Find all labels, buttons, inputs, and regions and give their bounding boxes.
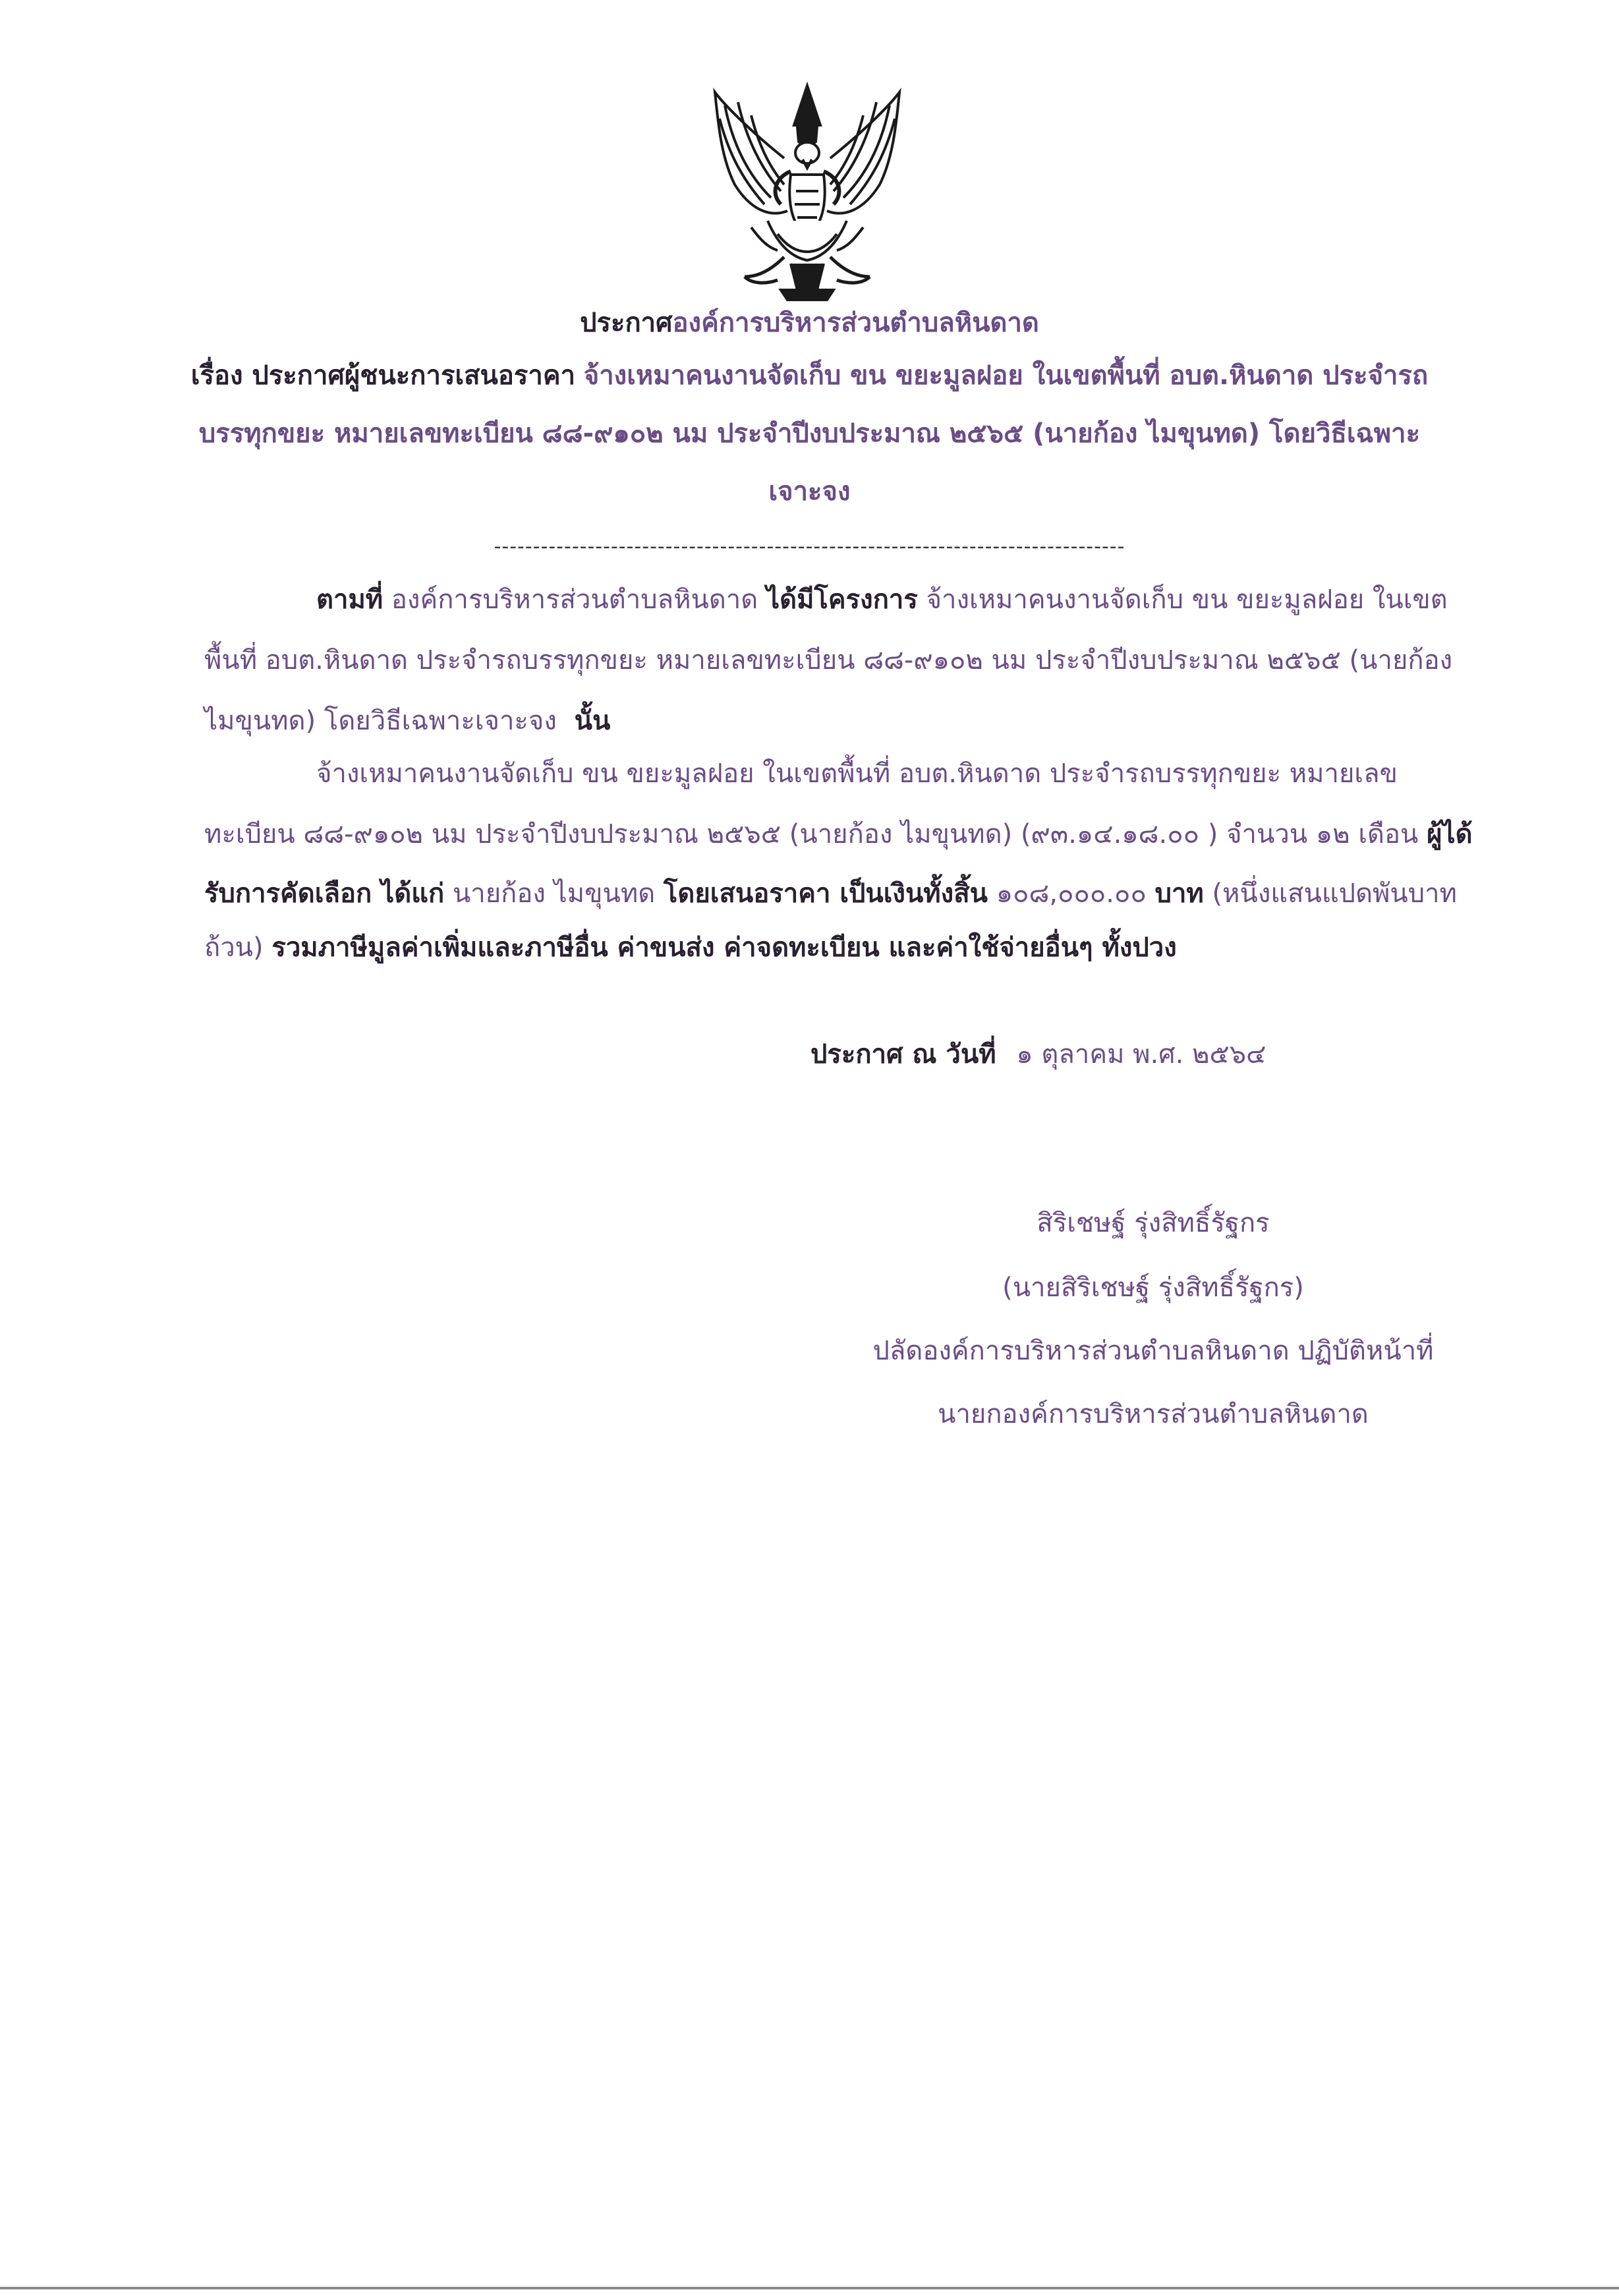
p2-winner-name: นายก้อง ไมขุนทด — [452, 878, 656, 909]
p1-end: นั้น — [574, 706, 611, 736]
paragraph-2-line-1: จ้างเหมาคนงานจัดเก็บ ขน ขยะมูลฝอย ในเขตพื้นที่ อบต.หินดาด ประจำรถบรรทุกขยะ หมายเลข — [316, 759, 1398, 789]
p2-bid-label: โดยเสนอราคา เป็นเงินทั้งสิ้น — [663, 878, 988, 909]
signature-position-1: ปลัดองค์การบริหารส่วนตำบลหินดาด ปฏิบัติหน้าที่ — [872, 1336, 1434, 1366]
paragraph-2-line-3 — [204, 874, 1457, 913]
paragraph-1-line-3 — [204, 701, 610, 741]
p2-winner-label-start: ผู้ได้ — [1427, 819, 1473, 849]
page-bottom-edge — [0, 2287, 1619, 2289]
signature-name: สิริเชษฐ์ รุ่งสิทธิ์รัฐกร — [1037, 1208, 1270, 1238]
date-value: ๑ ตุลาคม พ.ศ. ๒๕๖๔ — [1016, 1039, 1266, 1070]
p1-method: ไมขุนทด) โดยวิธีเฉพาะเจาะจง — [204, 706, 557, 736]
p2-amount: ๑๐๘,๐๐๐.๐๐ — [996, 878, 1147, 909]
title-org: องค์การบริหารส่วนตำบลหินดาด — [672, 308, 1039, 338]
announcement-title — [119, 303, 1500, 343]
subject-label: เรื่อง ประกาศผู้ชนะการเสนอราคา — [190, 360, 576, 391]
p2-project: ทะเบียน ๘๘-๙๑๐๒ นม ประจำปีงบประมาณ ๒๕๖๕ (นายก้อง ไมขุนทด) (๙๓.๑๔.๑๘.๐๐ ) จำนวน ๑๒ เดือน — [204, 819, 1419, 849]
paragraph-1-line-1 — [316, 580, 1448, 619]
p1-org: องค์การบริหารส่วนตำบลหินดาด — [391, 585, 758, 615]
signature-printed-name: (นายสิริเชษฐ์ รุ่งสิทธิ์รัฐกร) — [1002, 1273, 1304, 1303]
p1-project-start: จ้างเหมาคนงานจัดเก็บ ขน ขยะมูลฝอย ในเขต — [926, 585, 1448, 615]
paragraph-2-line-2 — [204, 815, 1473, 854]
p2-tax-clause: รวมภาษีมูลค่าเพิ่มและภาษีอื่น ค่าขนส่ง ค่าจดทะเบียน และค่าใช้จ่ายอื่นๆ ทั้งปวง — [271, 933, 1177, 963]
announcement-date — [810, 1035, 1266, 1074]
subject-line-3: เจาะจง — [768, 476, 851, 507]
paragraph-1-line-2: พื้นที่ อบต.หินดาด ประจำรถบรรทุกขยะ หมายเลขทะเบียน ๘๘-๙๑๐๒ นม ประจำปีงบประมาณ ๒๕๖๕ (นายก้อง — [204, 645, 1453, 675]
subject-line-2: บรรทุกขยะ หมายเลขทะเบียน ๘๘-๙๑๐๒ นม ประจำปีงบประมาณ ๒๕๖๕ (นายก้อง ไมขุนทด) โดยวิธีเฉพาะ — [198, 418, 1421, 449]
garuda-emblem-icon — [705, 79, 909, 306]
title-prefix: ประกาศ — [580, 308, 673, 338]
signature-position-2: นายกองค์การบริหารส่วนตำบลหินดาด — [938, 1399, 1369, 1429]
p2-amount-words: (หนึ่งแสนแปดพันบาท — [1212, 878, 1457, 909]
p2-selected-label: รับการคัดเลือก ได้แก่ — [204, 878, 445, 909]
paragraph-2-line-4 — [204, 928, 1177, 967]
subject-text-1: จ้างเหมาคนงานจัดเก็บ ขน ขยะมูลฝอย ในเขตพื้นที่ อบต.หินดาด ประจำรถ — [583, 360, 1429, 391]
divider-line: --------------------------------------------------------------------------------- — [494, 535, 1125, 558]
p2-baht: บาท — [1154, 878, 1204, 909]
p1-label: ตามที่ — [316, 585, 383, 615]
date-label: ประกาศ ณ วันที่ — [810, 1039, 996, 1070]
p1-mid: ได้มีโครงการ — [766, 585, 918, 615]
subject-line-1 — [119, 356, 1500, 395]
p2-amount-words-end: ถ้วน) — [204, 933, 264, 963]
